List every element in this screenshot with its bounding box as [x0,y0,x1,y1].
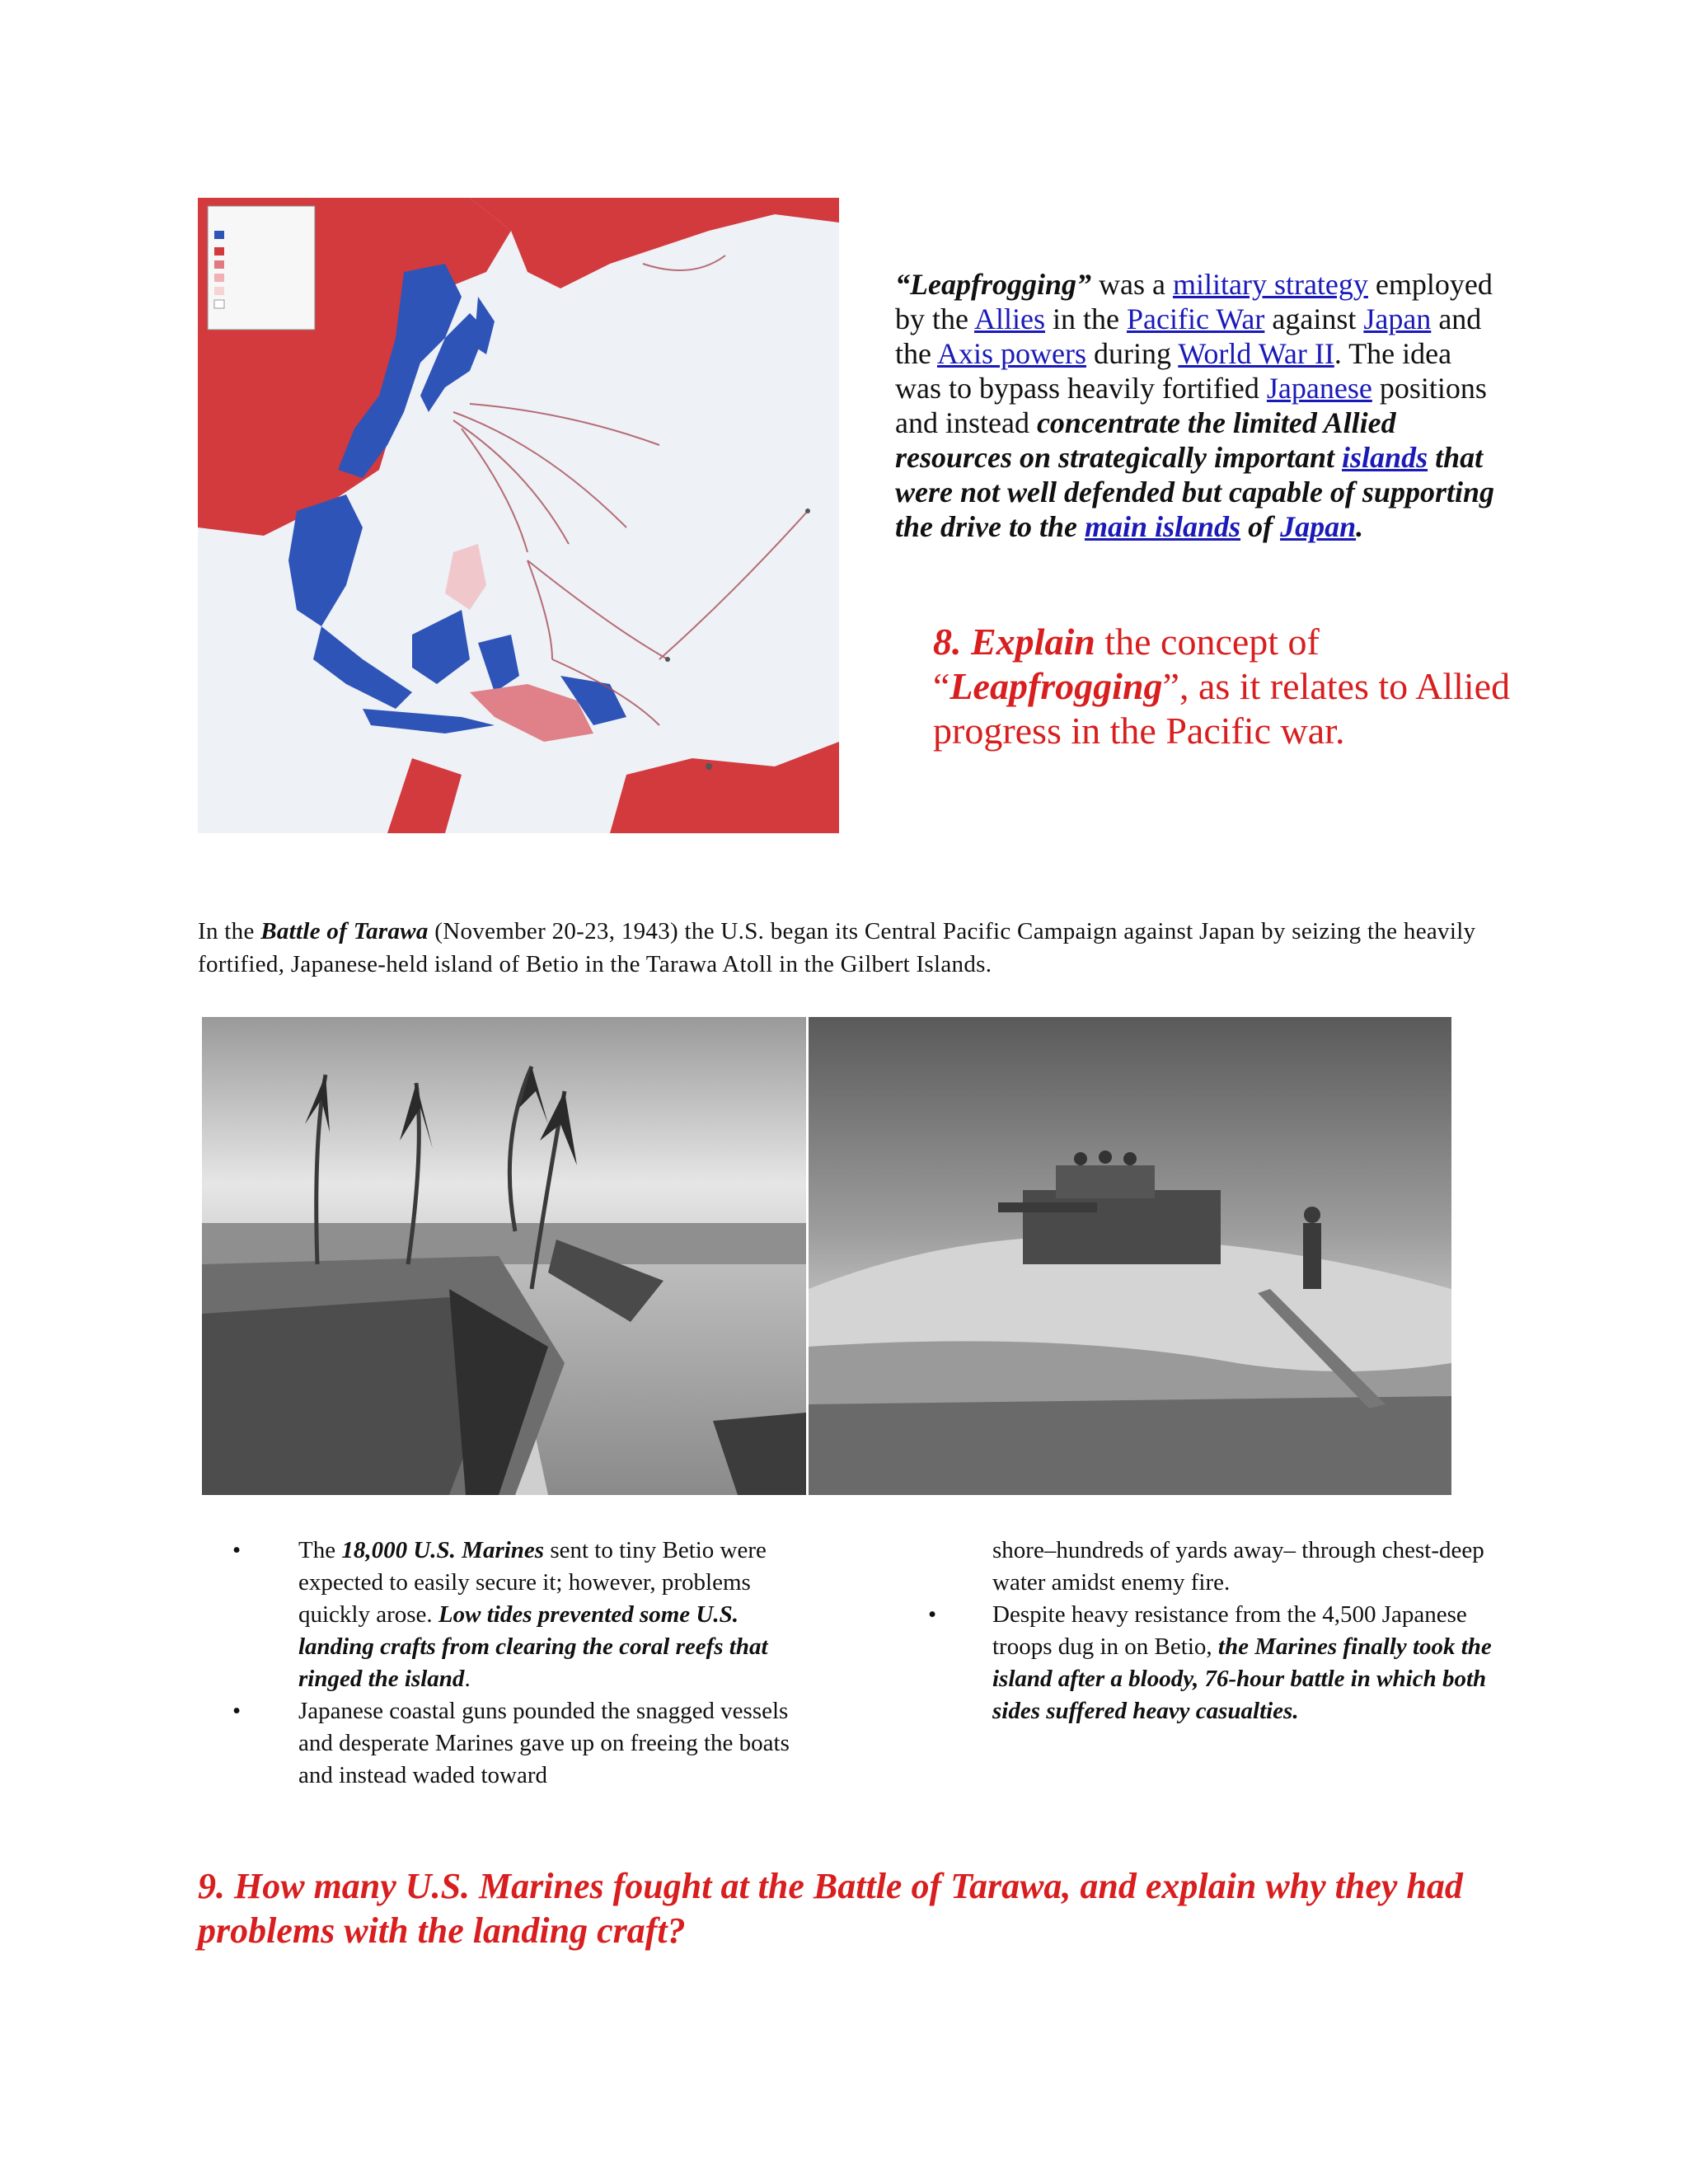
bullet-marines-count: 18,000 U.S. Marines [341,1537,545,1563]
bullet-text: The [298,1537,342,1563]
link-japanese[interactable]: Japanese [1266,372,1372,405]
leapfrogging-definition [895,267,1497,544]
intro-emphasis: . [1356,510,1364,543]
intro-text: in the [1045,302,1127,335]
bullet-resistance [928,1599,1500,1727]
link-japan[interactable]: Japan [1363,302,1432,335]
intro-emphasis: concentrate the limited Allied resources on strategically important [895,406,1396,474]
question-8-number: 8. [933,621,962,663]
link-main-islands[interactable]: main islands [1084,510,1241,543]
intro-emphasis: of [1240,510,1281,543]
bullet-low-tides: Low tides prevented some U.S. landing crafts from clearing the coral reefs that ringed the island [298,1601,768,1692]
intro-text: and the [895,302,1482,370]
battle-of-tarawa-paragraph [198,915,1484,981]
bullet-dot: • [232,1537,241,1563]
tarawa-bullets-left [231,1535,808,1792]
intro-text: during [1085,337,1179,370]
bullet-dot: • [928,1601,937,1628]
question-8-text: the concept of [1095,621,1320,663]
link-military-strategy[interactable]: military strategy [1172,268,1368,301]
bullet-text: Japanese coastal guns pounded the snagged vessels and desperate Marines gave up on freeing the boats and instead waded toward [298,1698,790,1788]
intro-text: . The idea was to bypass heavily fortified [895,337,1452,405]
question-8-verb: Explain [971,621,1095,663]
question-8 [933,620,1559,753]
bullet-text: sent to tiny Betio were expected to easily secure it; however, problems quickly arose. [298,1537,767,1628]
bullet-coastal-guns-continued: shore–hundreds of yards away– through chest-deep water amidst enemy fire. [992,1537,1484,1596]
tarawa-beach-photo [202,1017,806,1495]
bullet-text: Despite heavy resistance from the 4,500 Japanese troops dug in on Betio, [992,1601,1467,1660]
question-8-term: Leapfrogging [950,665,1163,707]
pacific-map-image [198,198,839,833]
tarawa-battle-name: Battle of Tarawa [260,918,429,944]
intro-text: positions and instead [895,372,1487,439]
link-japan-2[interactable]: Japan [1280,510,1357,543]
bullet-coastal-guns [231,1695,808,1792]
leapfrogging-term: “Leapfrogging” [895,268,1091,301]
bullet-text: . [464,1666,471,1692]
bullet-marines [231,1535,808,1695]
intro-text: was a [1091,268,1173,301]
intro-text: against [1264,302,1364,335]
intro-emphasis: that were not well defended but capable of supporting the drive to the [895,441,1494,543]
link-islands[interactable]: islands [1342,441,1428,474]
link-allies[interactable]: Allies [974,302,1045,335]
link-axis-powers[interactable]: Axis powers [937,337,1086,370]
link-world-war-ii[interactable]: World War II [1178,337,1334,370]
question-8-text: ”, as it relates to Allied progress in the Pacific war. [933,665,1511,752]
tarawa-gun-emplacement-photo [809,1017,1451,1495]
bullet-marines-took-island: the Marines finally took the island after a bloody, 76-hour battle in which both sides suffered heavy casualties. [992,1633,1492,1724]
bullet-dot: • [232,1698,241,1724]
intro-text: employed by the [895,268,1493,335]
tarawa-bullets-right [928,1535,1500,1727]
tarawa-text: In the [198,918,261,944]
link-pacific-war[interactable]: Pacific War [1126,302,1265,335]
question-8-quote: “ [933,665,950,707]
question-9: 9. How many U.S. Marines fought at the Battle of Tarawa, and explain why they had problems with the landing craft? [198,1866,1463,1951]
tarawa-text: (November 20-23, 1943) the U.S. began its Central Pacific Campaign against Japan by seizing the heavily fortified, Japanese-held island of Betio in the Tarawa Atoll in the Gilbert Islands. [198,918,1476,977]
